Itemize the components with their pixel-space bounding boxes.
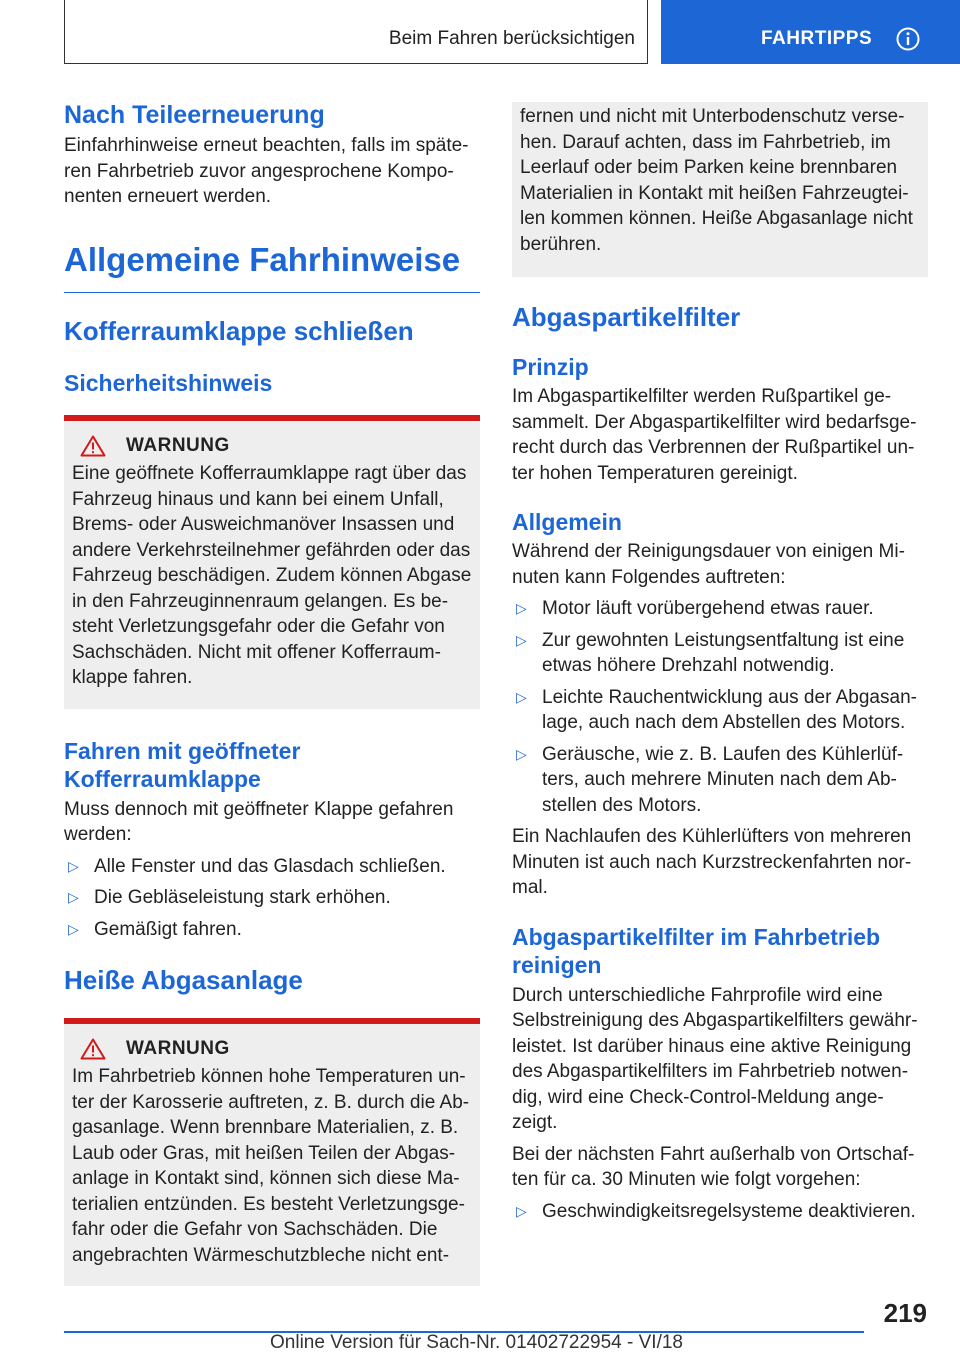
left-column (64, 100, 480, 1286)
bullet-triangle-icon: ▷ (516, 600, 527, 616)
text-nachlaufen: Ein Nachlaufen des Kühlerlüfters von mehreren Minuten ist auch nach Kurzstreckenfahrten nor-mal. (512, 826, 912, 898)
header-section-box (64, 0, 648, 64)
warning-box-abgasanlage (64, 1018, 480, 1286)
heading-nach-teileerneuerung: Nach Teileerneuerung (64, 101, 325, 129)
heading-sicherheitshinweis: Sicherheitshinweis (64, 370, 273, 396)
text-naechste-fahrt: Bei der nächsten Fahrt außerhalb von Ortschaf-ten für ca. 30 Minuten wie folgt vorgehen: (512, 1143, 915, 1190)
warning-box-kofferraum (64, 415, 480, 709)
list-item: ▷ Leichte Rauchentwicklung aus der Abgasan-lage, auch nach dem Abstellen des Motors. (516, 686, 917, 733)
list-item: ▷ Geräusche, wie z. B. Laufen des Kühlerlüf-ters, auch mehrere Minuten nach dem Ab-stellen des Motors. (516, 743, 904, 816)
info-icon (896, 27, 920, 51)
heading-kofferraumklappe-schliessen: Kofferraumklappe schließen (64, 316, 414, 346)
bullet-triangle-icon: ▷ (68, 920, 79, 937)
heading-allgemein: Allgemein (512, 509, 622, 535)
warning-text-continued: fernen und nicht mit Unterbodenschutz verse-hen. Darauf achten, dass im Fahrbetrieb, im Leerlauf oder beim Parken keine brennbaren Materialien in Kontakt mit heißen Fahrzeugtei-len kommen können. Heiße Abgasanlage nicht berühren. (520, 106, 913, 255)
heading-allgemeine-fahrhinweise: Allgemeine Fahrhinweise (64, 240, 461, 278)
text-allgemein: Während der Reinigungsdauer von einigen Mi-nuten kann Folgendes auftreten: (512, 541, 905, 588)
bullet-triangle-icon: ▷ (516, 631, 527, 648)
bullet-triangle-icon: ▷ (516, 745, 527, 762)
warning-text-abgasanlage: Im Fahrbetrieb können hohe Temperaturen un-ter der Karosserie auftreten, z. B. durch die Ab-gasanlage. Wenn brennbare Materialien, z. B. Laub oder Gras, mit heißen Teilen der Abgas-anlage in Kontakt sind, können sich diese Ma-terialien entzünden. Es besteht Verletzungsge-fahr oder die Gefahr von Sachschäden. Die angebrachten Wärmeschutzbleche nicht ent- (72, 1066, 470, 1266)
warning-title: WARNUNG (126, 435, 230, 456)
warning-triangle-icon (80, 1038, 106, 1060)
list-item: ▷ Die Gebläseleistung stark erhöhen. (64, 885, 480, 911)
heading-prinzip: Prinzip (512, 354, 589, 380)
footer-online-version: Online Version für Sach-Nr. 01402722954 - VI/18 (270, 1332, 683, 1353)
text-nach-teileerneuerung: Einfahrhinweise erneut beachten, falls im späte-ren Fahrbetrieb zuvor angesprochene Kompo-nenten erneuert werden. (64, 135, 469, 207)
page-number: 219 (883, 1298, 927, 1328)
heading-heisse-abgasanlage: Heiße Abgasanlage (64, 965, 303, 995)
list-allgemein (512, 596, 928, 818)
warning-title: WARNUNG (126, 1038, 230, 1059)
warning-box-continued (512, 102, 928, 277)
text-prinzip: Im Abgaspartikelfilter werden Rußpartikel ge-sammelt. Der Abgaspartikelfilter wird bedarfsge-recht durch das Verbrennen der Rußpartikel un-ter hohen Temperaturen gereinigt. (512, 386, 917, 484)
bullet-triangle-icon: ▷ (68, 857, 79, 874)
bullet-triangle-icon: ▷ (516, 688, 527, 705)
header-section-title: Beim Fahren berücksichtigen (388, 28, 635, 49)
bullet-triangle-icon: ▷ (68, 889, 79, 905)
right-column (512, 102, 928, 1224)
list-naechste-fahrt (512, 1199, 928, 1225)
header-chapter-box (661, 0, 960, 64)
text-fahren-mit-geoeffneter-klappe: Muss dennoch mit geöffneter Klappe gefahren werden: (64, 798, 454, 845)
heading-abgaspartikelfilter: Abgaspartikelfilter (512, 302, 741, 332)
warning-triangle-icon (80, 435, 106, 457)
list-fahren (64, 854, 480, 943)
list-item: ▷ Geschwindigkeitsregelsysteme deaktivieren. (512, 1199, 928, 1225)
text-reinigen: Durch unterschiedliche Fahrprofile wird eine Selbstreinigung des Abgaspartikelfilters gewähr-leistet. Ist darüber hinaus eine aktive Reinigung des Abgaspartikelfilters im Fahrbetrieb notwen-dig, wird eine Check-Control-Meldung ange-zeigt. (512, 984, 918, 1133)
list-item: ▷ Gemäßigt fahren. (64, 917, 480, 943)
warning-header (80, 435, 472, 457)
bullet-triangle-icon: ▷ (516, 1202, 527, 1219)
header-chapter-title: FAHRTIPPS (761, 28, 873, 49)
list-item: ▷ Zur gewohnten Leistungsentfaltung ist eine etwas höhere Drehzahl notwendig. (516, 629, 905, 676)
list-item: ▷ Alle Fenster und das Glasdach schließen. (64, 854, 480, 880)
warning-header (80, 1038, 472, 1060)
heading-fahren-mit-geoeffneter-kofferraumklappe: Fahren mit geöffneter Kofferraumklappe (64, 737, 301, 792)
heading-rule (64, 292, 480, 294)
heading-abgaspartikelfilter-reinigen: Abgaspartikelfilter im Fahrbetrieb reinigen (512, 923, 881, 978)
warning-text-kofferraum: Eine geöffnete Kofferraumklappe ragt über das Fahrzeug hinaus und kann bei einem Unfall, Brems- oder Ausweichmanöver Insassen und andere Verkehrsteilnehmer gefährden oder das Fahrzeug beschädigen. Zudem können Abgase in den Fahrzeuginnenraum gelangen. Es be-steht Verletzungsgefahr oder die Gefahr von Sachschäden. Nicht mit offener Kofferraum-klappe fahren. (72, 463, 472, 688)
list-item: ▷ Motor läuft vorübergehend etwas rauer. (512, 596, 928, 622)
